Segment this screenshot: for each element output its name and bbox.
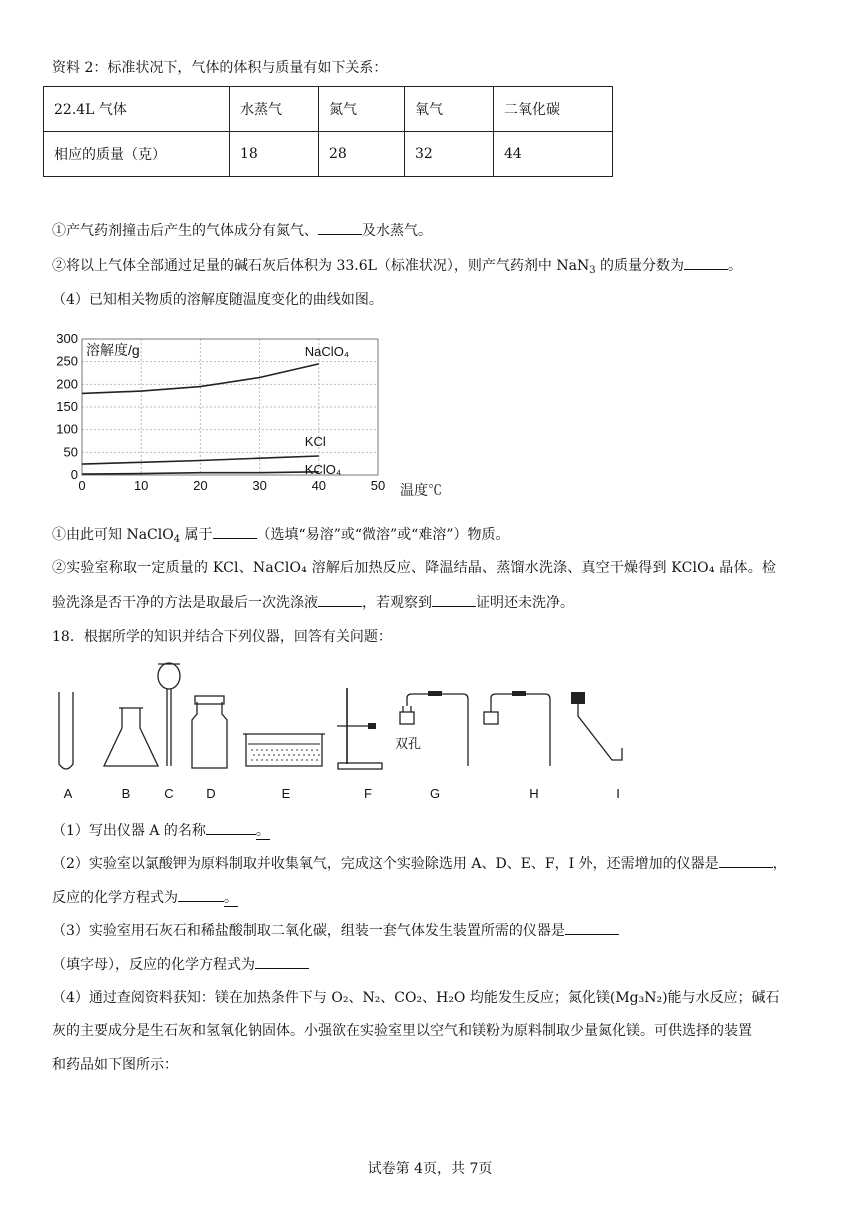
apparatus-figure — [40, 656, 640, 806]
water-dot — [263, 754, 265, 756]
x-tick-label: 0 — [78, 478, 86, 493]
water-dot — [273, 754, 275, 756]
x-axis-label: 温度℃ — [400, 482, 442, 498]
part-3-line-2 — [52, 954, 309, 975]
water-dot — [276, 749, 278, 751]
y-tick-label: 150 — [56, 399, 78, 414]
question-washing-line-2 — [52, 592, 574, 613]
water-dot — [283, 754, 285, 756]
stand-base — [338, 763, 382, 769]
water-dot — [298, 754, 300, 756]
part-1 — [52, 820, 270, 841]
apparatus-label-f: F — [364, 786, 372, 801]
water-dot — [306, 749, 308, 751]
answer-blank[interactable] — [318, 220, 362, 235]
text: 。 — [224, 890, 238, 906]
funnel-stem — [167, 689, 171, 766]
answer-blank[interactable] — [178, 887, 224, 902]
text: 。 — [728, 258, 743, 274]
series-label: NaClO₄ — [304, 343, 350, 359]
water-dot — [316, 749, 318, 751]
x-tick-label: 20 — [193, 478, 208, 493]
water-dot — [261, 759, 263, 761]
funnel-bulb — [158, 663, 180, 689]
apparatus-label-h: H — [529, 786, 539, 801]
water-dot — [301, 759, 303, 761]
text: （选填“易溶”或“微溶”或“难溶”）物质。 — [256, 527, 510, 543]
text: 属于 — [180, 527, 213, 543]
water-dot — [286, 749, 288, 751]
water-dot — [316, 759, 318, 761]
apparatus-label-c: C — [164, 786, 174, 801]
x-tick-label: 30 — [252, 478, 267, 493]
answer-blank[interactable] — [255, 954, 309, 969]
water-dot — [288, 754, 290, 756]
part-4-line-3: 和药品如下图所示： — [52, 1057, 178, 1073]
test-tube — [59, 692, 73, 769]
y-tick-label: 50 — [63, 444, 78, 460]
text: ①由此可知 NaClO — [52, 527, 174, 543]
subscript: 4 — [173, 534, 181, 545]
series-label: KCl — [304, 433, 326, 449]
water-dot — [266, 759, 268, 761]
answer-blank[interactable] — [318, 592, 362, 607]
series-line — [82, 472, 319, 474]
page-footer: 试卷第 4页，共 7页 — [367, 1161, 493, 1177]
part-2-line-2 — [52, 887, 238, 908]
text: 及水蒸气。 — [362, 223, 432, 239]
part-4-line-1: （4）通过查阅资料获知：镁在加热条件下与 O₂、N₂、CO₂、H₂O 均能发生反应；氮化镁(Mg₃N₂)能与水反应；碱石 — [52, 990, 780, 1006]
table-cell: 22.4L 气体 — [44, 87, 230, 132]
apparatus-label-a: A — [63, 786, 73, 801]
table-header-row — [44, 87, 613, 132]
water-dot — [256, 759, 258, 761]
water-dot — [286, 759, 288, 761]
water-dot — [308, 754, 310, 756]
water-dot — [311, 749, 313, 751]
answer-blank[interactable] — [684, 255, 728, 270]
text: ，若观察到 — [362, 595, 432, 611]
part-4-line-2: 灰的主要成分是生石灰和氢氧化钠固体。小强欲在实验室里以空气和镁粉为原料制取少量氮化镁。可供选择的装置 — [52, 1023, 752, 1039]
y-tick-label: 250 — [56, 353, 78, 369]
water-dot — [251, 749, 253, 751]
apparatus-label-e: E — [281, 786, 291, 801]
water-dot — [281, 749, 283, 751]
text: 。 — [255, 823, 270, 839]
text: （2）实验室以氯酸钾为原料制取并收集氧气，完成这个实验除选用 A、D、E、F，I 外，还需增加的仪器是 — [52, 856, 719, 872]
table-cell: 氧气 — [405, 87, 494, 132]
water-dot — [278, 754, 280, 756]
y-tick-label: 300 — [56, 331, 78, 346]
y-tick-label: 100 — [56, 421, 78, 437]
question-washing-line-1: ②实验室称取一定质量的 KCl、NaClO₄ 溶解后加热反应、降温结晶、蒸馏水洗涤、真空干燥得到 KClO₄ 晶体。检 — [52, 560, 777, 576]
water-dot — [301, 749, 303, 751]
question-solubility-class — [52, 524, 510, 550]
answer-blank[interactable] — [213, 524, 257, 539]
y-axis-label: 溶解度/g — [86, 342, 140, 358]
question-gas-components — [52, 220, 432, 241]
text: 反应的化学方程式为 — [52, 890, 178, 906]
text: （填字母），反应的化学方程式为 — [52, 957, 255, 973]
bent-tube — [578, 704, 622, 760]
water-dot — [271, 749, 273, 751]
water-dot — [313, 754, 315, 756]
water-dot — [291, 759, 293, 761]
table-cell: 32 — [405, 132, 494, 177]
water-dot — [266, 749, 268, 751]
water-dot — [276, 759, 278, 761]
solubility-chart — [40, 325, 480, 505]
question-mass-fraction — [52, 255, 742, 281]
y-tick-label: 200 — [56, 376, 78, 392]
table-cell: 44 — [494, 132, 613, 177]
table-cell: 相应的质量（克） — [44, 132, 230, 177]
water-dot — [293, 754, 295, 756]
water-dot — [256, 749, 258, 751]
answer-blank[interactable] — [432, 592, 476, 607]
table-cell: 28 — [319, 132, 405, 177]
water-dot — [281, 759, 283, 761]
table-cell: 氮气 — [319, 87, 405, 132]
question-18-heading: 18．根据所学的知识并结合下列仪器，回答有关问题： — [52, 629, 392, 645]
delivery-tube — [491, 694, 550, 766]
text: 的质量分数为 — [595, 258, 685, 274]
text: ②将以上气体全部通过足量的碱石灰后体积为 33.6L（标准状况），则产气药剂中 NaN — [52, 258, 590, 274]
water-dot — [303, 754, 305, 756]
stopper-tubes — [403, 706, 411, 712]
x-tick-label: 10 — [133, 478, 149, 493]
apparatus-label-b: B — [121, 786, 131, 801]
water-dot — [318, 754, 320, 756]
gas-mass-table — [43, 86, 613, 177]
table-row — [44, 132, 613, 177]
series-line — [82, 456, 319, 464]
subscript: 3 — [589, 265, 596, 276]
question-4-heading: （4）已知相关物质的溶解度随温度变化的曲线如图。 — [52, 292, 383, 308]
water-dot — [268, 754, 270, 756]
series-label: KClO₄ — [304, 461, 342, 477]
double-hole-label: 双孔 — [395, 736, 422, 751]
text: ， — [772, 856, 787, 872]
table-cell: 水蒸气 — [230, 87, 319, 132]
water-dot — [291, 749, 293, 751]
apparatus-label-g: G — [429, 786, 441, 801]
bottle-stopper — [195, 696, 224, 704]
rubber-joint — [428, 691, 442, 696]
reagent-bottle — [192, 702, 227, 768]
water-dot — [253, 754, 255, 756]
text: 证明还未洗净。 — [476, 595, 574, 611]
table-cell: 二氧化碳 — [494, 87, 613, 132]
water-dot — [251, 759, 253, 761]
part-3-line-1 — [52, 920, 619, 941]
water-dot — [311, 759, 313, 761]
text: 验洗涤是否干净的方法是取最后一次洗涤液 — [52, 595, 318, 611]
conical-flask — [104, 708, 158, 766]
stopper — [571, 692, 585, 704]
text: ①产气药剂撞击后产生的气体成分有氮气、 — [52, 223, 318, 239]
answer-blank[interactable] — [206, 820, 256, 835]
y-tick-label: 0 — [70, 467, 78, 482]
water-dot — [271, 759, 273, 761]
part-2-line-1 — [52, 853, 787, 874]
water-dot — [296, 749, 298, 751]
water-dot — [306, 759, 308, 761]
apparatus-label-i: I — [616, 786, 620, 801]
x-tick-label: 40 — [311, 478, 327, 493]
table-cell: 18 — [230, 132, 319, 177]
rubber-joint — [512, 691, 526, 696]
x-tick-label: 50 — [370, 478, 386, 493]
text: （1）写出仪器 A 的名称 — [52, 823, 206, 839]
answer-blank[interactable] — [565, 920, 619, 935]
material-2-text: 资料 2：标准状况下，气体的体积与质量有如下关系： — [52, 60, 388, 76]
answer-blank[interactable] — [719, 853, 773, 868]
clamp-end — [368, 723, 376, 729]
apparatus-label-d: D — [206, 786, 216, 801]
text: （3）实验室用石灰石和稀盐酸制取二氧化碳，组装一套气体发生装置所需的仪器是 — [52, 923, 565, 939]
delivery-tube — [407, 694, 468, 766]
stopper — [484, 712, 498, 724]
water-dot — [261, 749, 263, 751]
stopper — [400, 712, 414, 724]
water-dot — [258, 754, 260, 756]
water-dot — [296, 759, 298, 761]
